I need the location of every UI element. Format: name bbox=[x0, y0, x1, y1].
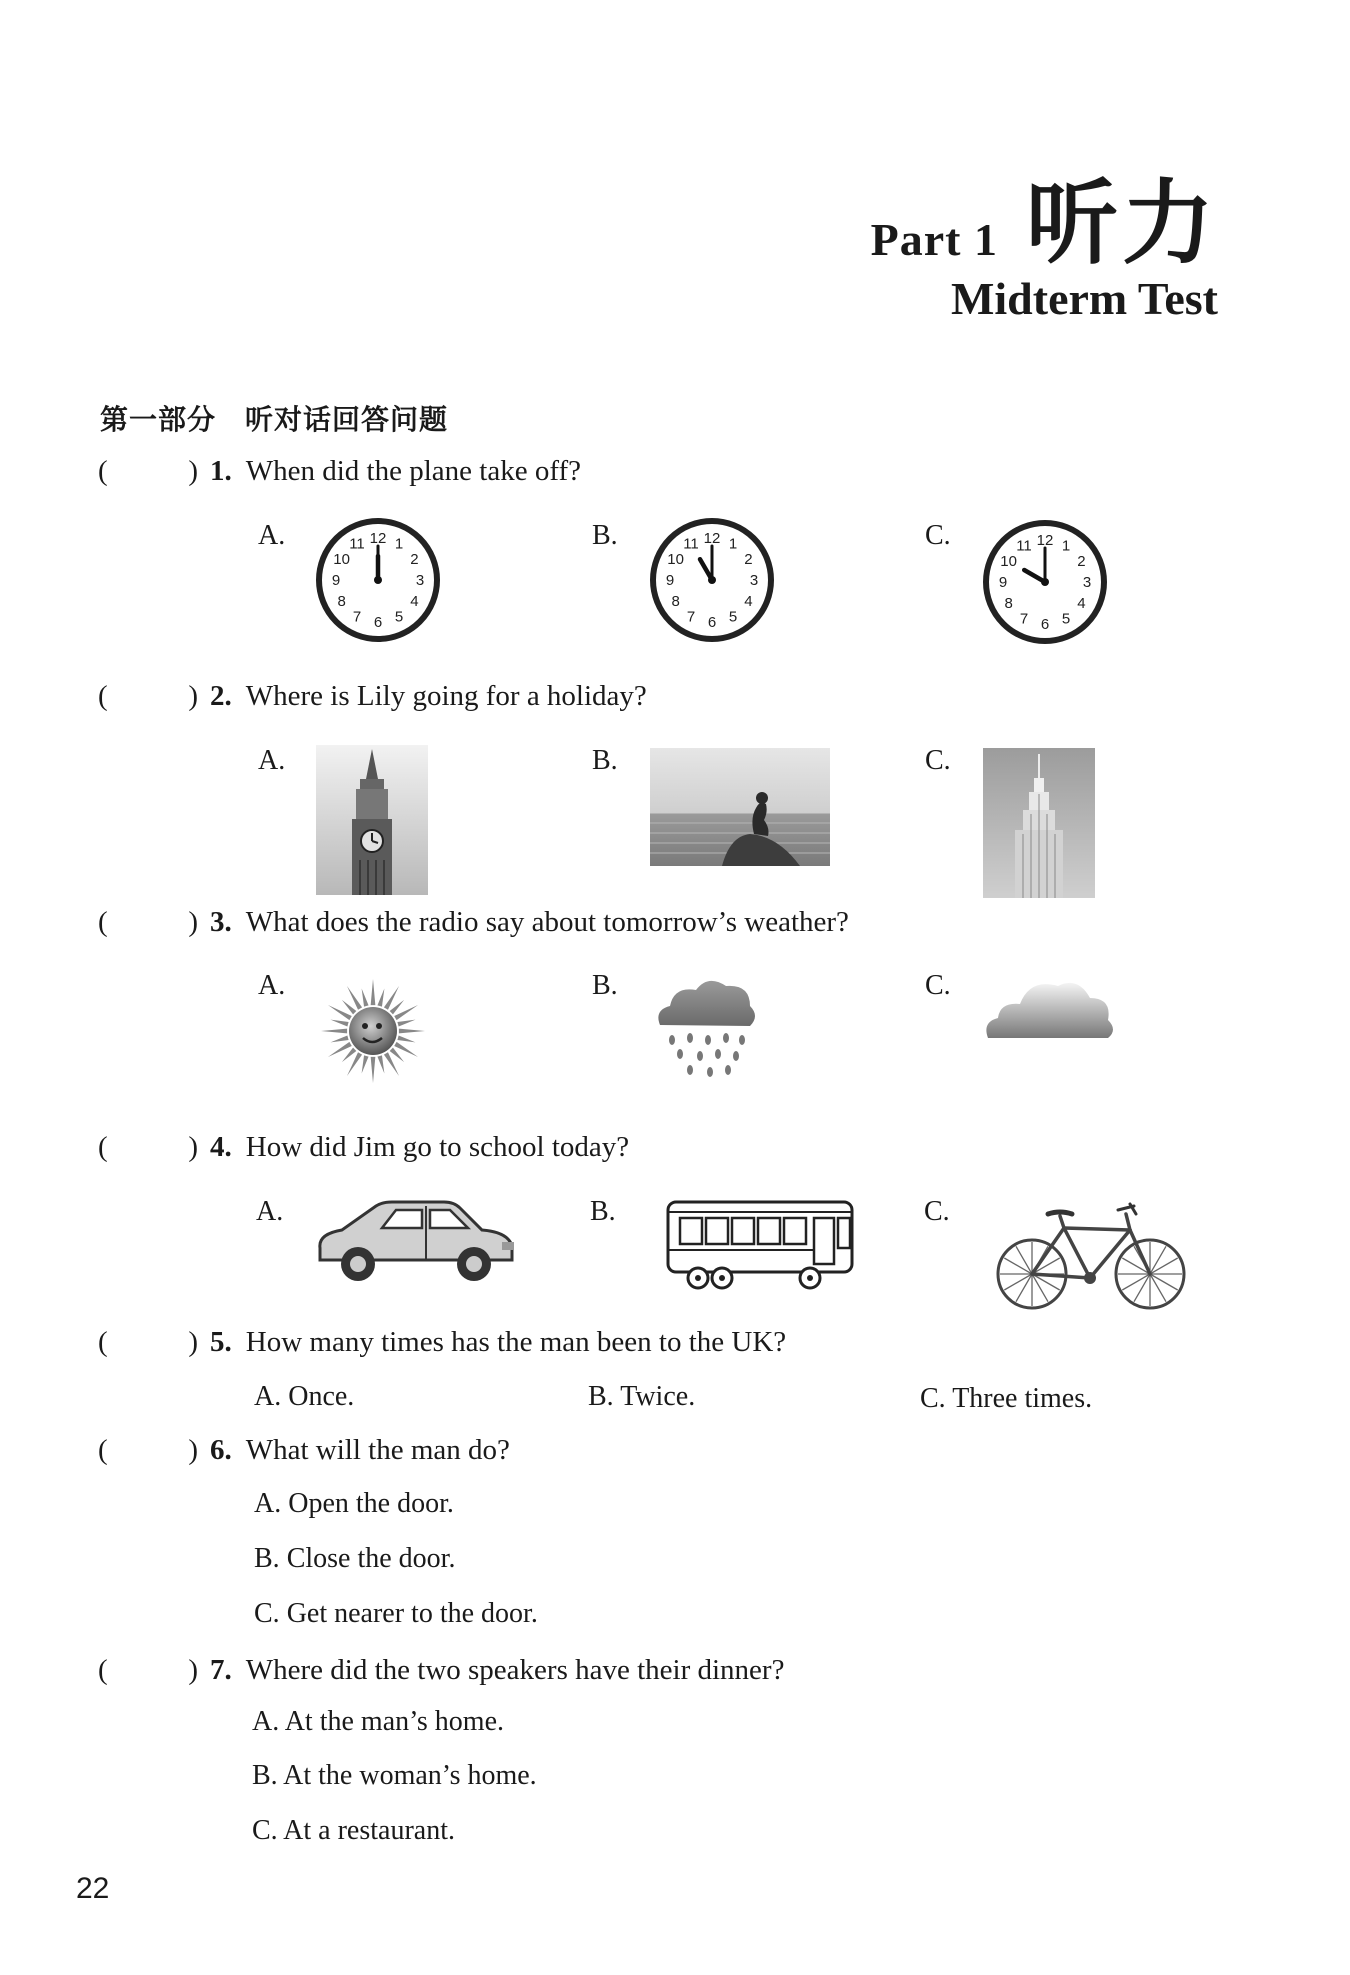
clock-numeral: 2 bbox=[1077, 553, 1086, 570]
clock-eleven-icon bbox=[650, 518, 774, 647]
clock-numeral: 11 bbox=[349, 535, 365, 553]
clock-numeral: 10 bbox=[1000, 553, 1017, 570]
question-number: 2. bbox=[210, 680, 232, 712]
question-5 bbox=[98, 1326, 786, 1359]
option-label-c[interactable]: C. bbox=[925, 520, 951, 551]
option-a[interactable]: A. At the man’s home. bbox=[252, 1706, 504, 1737]
option-label-b[interactable]: B. bbox=[592, 520, 618, 551]
clock-numeral: 8 bbox=[337, 593, 346, 610]
clock-numeral: 12 bbox=[703, 530, 721, 547]
answer-blank[interactable]: ( ) bbox=[98, 906, 198, 938]
clock-numeral: 3 bbox=[415, 572, 425, 589]
little-mermaid-icon bbox=[650, 748, 830, 866]
option-label-a[interactable]: A. bbox=[258, 745, 286, 776]
clock-numeral: 2 bbox=[744, 551, 753, 568]
car-icon bbox=[312, 1194, 518, 1288]
question-number: 3. bbox=[210, 906, 232, 938]
clock-numeral: 5 bbox=[1061, 610, 1071, 628]
question-text: How many times has the man been to the UK? bbox=[245, 1326, 787, 1358]
option-label-a[interactable]: A. bbox=[258, 970, 286, 1001]
clock-numeral: 1 bbox=[1061, 537, 1071, 555]
clock-twelve-icon bbox=[316, 518, 440, 647]
empire-state-building-icon bbox=[983, 748, 1095, 898]
option-label-a[interactable]: A. bbox=[258, 520, 286, 551]
question-text: How did Jim go to school today? bbox=[245, 1131, 630, 1163]
option-label-b[interactable]: B. bbox=[592, 970, 618, 1001]
clock-numeral: 7 bbox=[352, 608, 362, 626]
clock-numeral: 4 bbox=[744, 593, 753, 610]
clock-numeral: 5 bbox=[394, 608, 404, 626]
clock-numeral: 7 bbox=[1019, 610, 1029, 628]
option-label-c[interactable]: C. bbox=[925, 970, 951, 1001]
question-text: What will the man do? bbox=[245, 1434, 510, 1466]
option-label-b[interactable]: B. bbox=[590, 1196, 616, 1227]
clock-numeral: 3 bbox=[749, 572, 759, 589]
answer-blank[interactable]: ( ) bbox=[98, 1654, 198, 1686]
cloud-icon bbox=[982, 972, 1116, 1044]
big-ben-icon bbox=[316, 745, 428, 895]
clock-numeral: 2 bbox=[410, 551, 419, 568]
question-6 bbox=[98, 1434, 510, 1467]
clock-numeral: 7 bbox=[686, 608, 696, 626]
clock-ten-icon bbox=[983, 520, 1107, 649]
answer-blank[interactable]: ( ) bbox=[98, 1131, 198, 1163]
clock-numeral: 6 bbox=[1040, 616, 1050, 633]
sun-icon bbox=[318, 976, 428, 1086]
clock-numeral: 11 bbox=[1016, 537, 1032, 555]
bus-icon bbox=[664, 1198, 860, 1292]
option-a[interactable]: A. Once. bbox=[254, 1381, 355, 1412]
question-1 bbox=[98, 455, 581, 488]
answer-blank[interactable]: ( ) bbox=[98, 1326, 198, 1358]
clock-numeral: 10 bbox=[333, 551, 350, 568]
option-b[interactable]: B. At the woman’s home. bbox=[252, 1760, 537, 1791]
option-label-c[interactable]: C. bbox=[925, 745, 951, 776]
clock-numeral: 9 bbox=[665, 572, 675, 589]
clock-numeral: 12 bbox=[1036, 532, 1054, 549]
question-4 bbox=[98, 1131, 629, 1164]
clock-numeral: 10 bbox=[667, 551, 684, 568]
clock-numeral: 9 bbox=[331, 572, 341, 589]
question-number: 1. bbox=[210, 455, 232, 487]
question-text: Where is Lily going for a holiday? bbox=[245, 680, 647, 712]
test-subtitle: Midterm Test bbox=[950, 273, 1218, 324]
option-label-a[interactable]: A. bbox=[256, 1196, 284, 1227]
clock-numeral: 3 bbox=[1082, 574, 1092, 591]
question-text: When did the plane take off? bbox=[245, 455, 581, 487]
clock-numeral: 4 bbox=[1077, 595, 1086, 612]
rain-cloud-icon bbox=[650, 970, 760, 1080]
part-chinese-title: 听力 bbox=[1025, 170, 1218, 277]
part-label: Part 1 bbox=[870, 214, 998, 265]
clock-numeral: 9 bbox=[998, 574, 1008, 591]
clock-numeral: 1 bbox=[394, 535, 404, 553]
bicycle-icon bbox=[994, 1200, 1188, 1312]
answer-blank[interactable]: ( ) bbox=[98, 680, 198, 712]
clock-numeral: 6 bbox=[373, 614, 383, 631]
option-label-c[interactable]: C. bbox=[924, 1196, 950, 1227]
option-c[interactable]: C. Three times. bbox=[920, 1383, 1093, 1414]
question-2 bbox=[98, 680, 647, 713]
clock-numeral: 5 bbox=[728, 608, 738, 626]
question-text: Where did the two speakers have their dinner? bbox=[245, 1654, 785, 1686]
clock-numeral: 12 bbox=[369, 530, 387, 547]
option-label-b[interactable]: B. bbox=[592, 745, 618, 776]
question-number: 5. bbox=[210, 1326, 232, 1358]
clock-numeral: 8 bbox=[1004, 595, 1013, 612]
option-c[interactable]: C. Get nearer to the door. bbox=[254, 1598, 538, 1629]
question-number: 7. bbox=[210, 1654, 232, 1686]
question-3 bbox=[98, 906, 849, 939]
question-number: 4. bbox=[210, 1131, 232, 1163]
question-number: 6. bbox=[210, 1434, 232, 1466]
clock-numeral: 1 bbox=[728, 535, 738, 553]
part-title bbox=[871, 150, 1218, 282]
option-b[interactable]: B. Twice. bbox=[588, 1381, 696, 1412]
clock-numeral: 11 bbox=[683, 535, 699, 553]
answer-blank[interactable]: ( ) bbox=[98, 1434, 198, 1466]
clock-numeral: 6 bbox=[707, 614, 717, 631]
answer-blank[interactable]: ( ) bbox=[98, 455, 198, 487]
section-title: 第一部分 听对话回答问题 bbox=[100, 403, 449, 436]
question-7 bbox=[98, 1654, 784, 1687]
clock-numeral: 4 bbox=[410, 593, 419, 610]
question-text: What does the radio say about tomorrow’s weather? bbox=[245, 906, 849, 938]
option-b[interactable]: B. Close the door. bbox=[254, 1543, 456, 1574]
option-a[interactable]: A. Open the door. bbox=[254, 1488, 454, 1519]
clock-numeral: 8 bbox=[671, 593, 680, 610]
option-c[interactable]: C. At a restaurant. bbox=[252, 1815, 455, 1846]
page-number: 22 bbox=[76, 1872, 110, 1905]
